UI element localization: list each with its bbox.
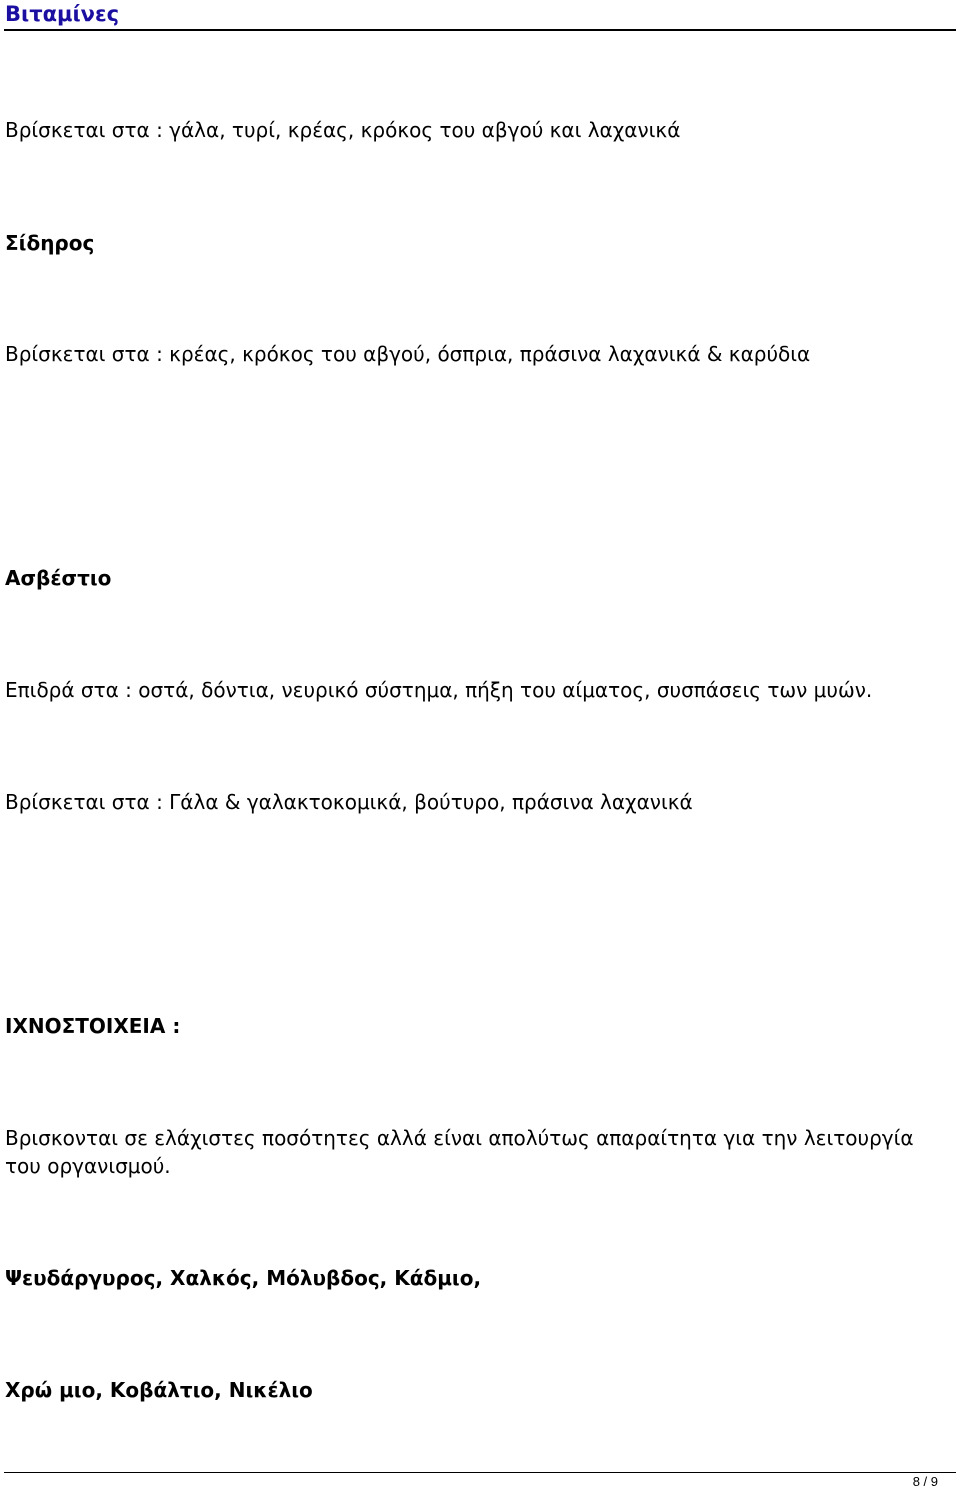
heading-trace-elements	[5, 1012, 180, 1040]
text-line-dairy: Βρίσκεται στα : γάλα, τυρί, κρέας, κρόκος του αβγού και λαχανικά	[5, 118, 681, 142]
heading-calcium: Ασβέστιο	[5, 566, 112, 590]
trace-elements-list-line-1: Ψευδάργυρος, Χαλκός, Μόλυβδος, Κάδμιο,	[5, 1266, 482, 1290]
text-line-iron-sources: Βρίσκεται στα : κρέας, κρόκος του αβγού, όσπρια, πράσινα λαχανικά & καρύδια	[5, 342, 811, 366]
heading-iron: Σίδηρος	[5, 231, 95, 255]
heading-trace-elements-text: ΙΧΝΟΣΤΟΙΧΕΙΑ :	[5, 1014, 181, 1038]
paragraph-trace-elements: Βρισκονται σε ελάχιστες ποσότητες αλλά είναι απολύτως απαραίτητα για την λειτουργία του οργανισμού.	[5, 1126, 914, 1178]
text-line-calcium-sources-text: Βρίσκεται στα : Γάλα & γαλακτοκομικά, βούτυρο, πράσινα λαχανικά	[5, 790, 693, 814]
trace-elements-list-line-2: Χρώ μιο, Κοβάλτιο, Νικέλιο	[5, 1378, 313, 1402]
page-title: Βιταμίνες	[5, 2, 120, 26]
page-number: 8 / 9	[912, 1474, 938, 1489]
text-line-calcium-sources	[5, 788, 693, 816]
header-divider	[4, 29, 956, 31]
footer-divider	[4, 1472, 956, 1473]
text-line-calcium-effects: Επιδρά στα : οστά, δόντια, νευρικό σύστημα, πήξη του αίματος, συσπάσεις των μυών.	[5, 678, 873, 702]
